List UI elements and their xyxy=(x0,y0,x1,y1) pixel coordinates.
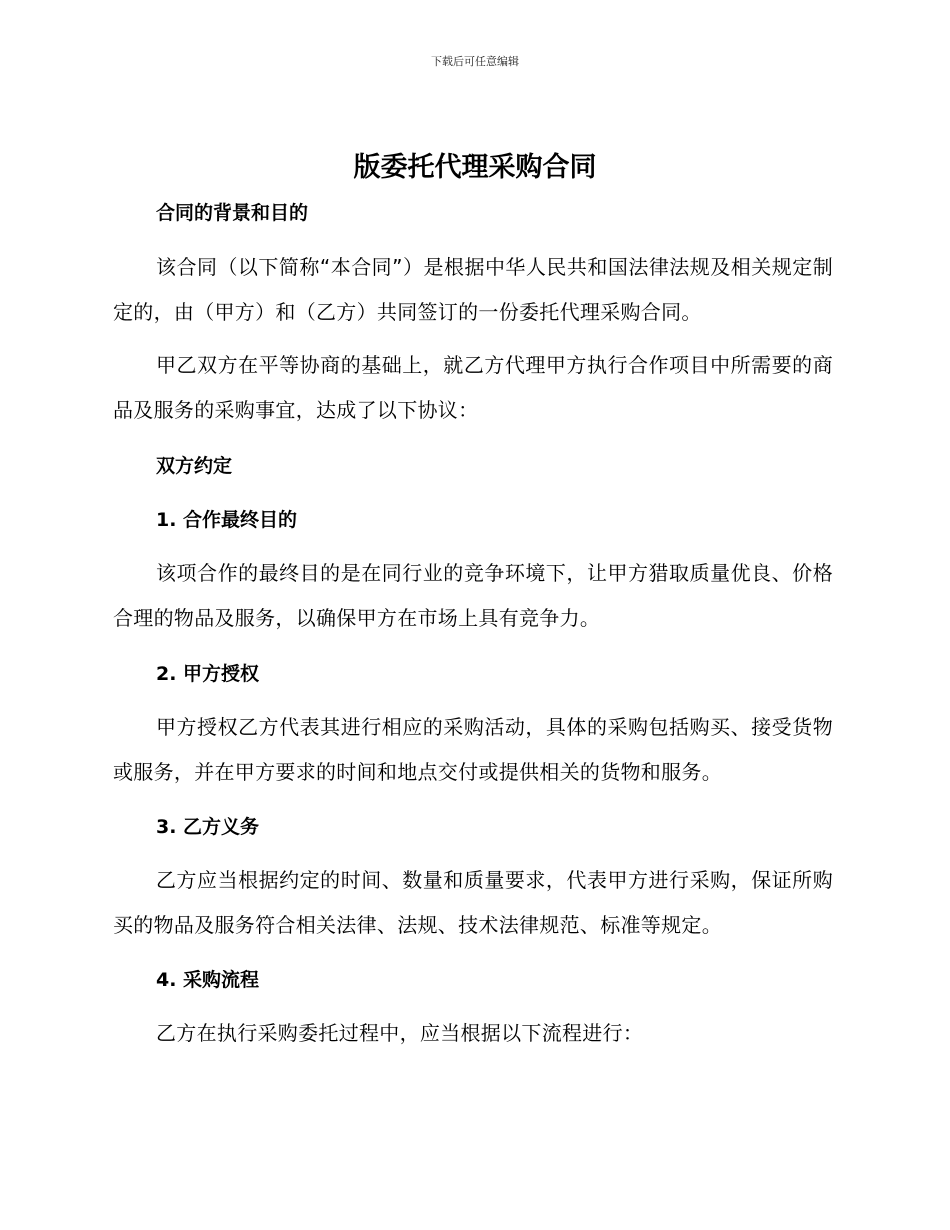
paragraph-goal: 该项合作的最终目的是在同行业的竞争环境下，让甲方猎取质量优良、价格合理的物品及服务，以确保甲方在市场上具有竞争力。 xyxy=(113,561,833,630)
header-note: 下载后可任意编辑 xyxy=(431,55,519,68)
document-title: 版委托代理采购合同 xyxy=(353,152,597,183)
section-heading-goal: 1. 合作最终目的 xyxy=(156,509,298,531)
section-heading-agreement: 双方约定 xyxy=(156,455,233,477)
section-heading-background: 合同的背景和目的 xyxy=(156,202,309,224)
paragraph-background-1: 该合同（以下简称“本合同”）是根据中华人民共和国法律法规及相关规定制定的，由（甲方）和（乙方）共同签订的一份委托代理采购合同。 xyxy=(113,255,833,324)
paragraph-obligations: 乙方应当根据约定的时间、数量和质量要求，代表甲方进行采购，保证所购买的物品及服务符合相关法律、法规、技术法律规范、标准等规定。 xyxy=(113,868,833,937)
section-heading-authorization: 2. 甲方授权 xyxy=(156,663,260,685)
section-heading-process: 4. 采购流程 xyxy=(156,969,260,991)
paragraph-authorization: 甲方授权乙方代表其进行相应的采购活动，具体的采购包括购买、接受货物或服务，并在甲方要求的时间和地点交付或提供相关的货物和服务。 xyxy=(113,715,833,784)
paragraph-background-2: 甲乙双方在平等协商的基础上，就乙方代理甲方执行合作项目中所需要的商品及服务的采购事宜，达成了以下协议： xyxy=(113,353,833,422)
section-heading-obligations: 3. 乙方义务 xyxy=(156,816,260,838)
paragraph-process: 乙方在执行采购委托过程中，应当根据以下流程进行： xyxy=(156,1021,644,1045)
